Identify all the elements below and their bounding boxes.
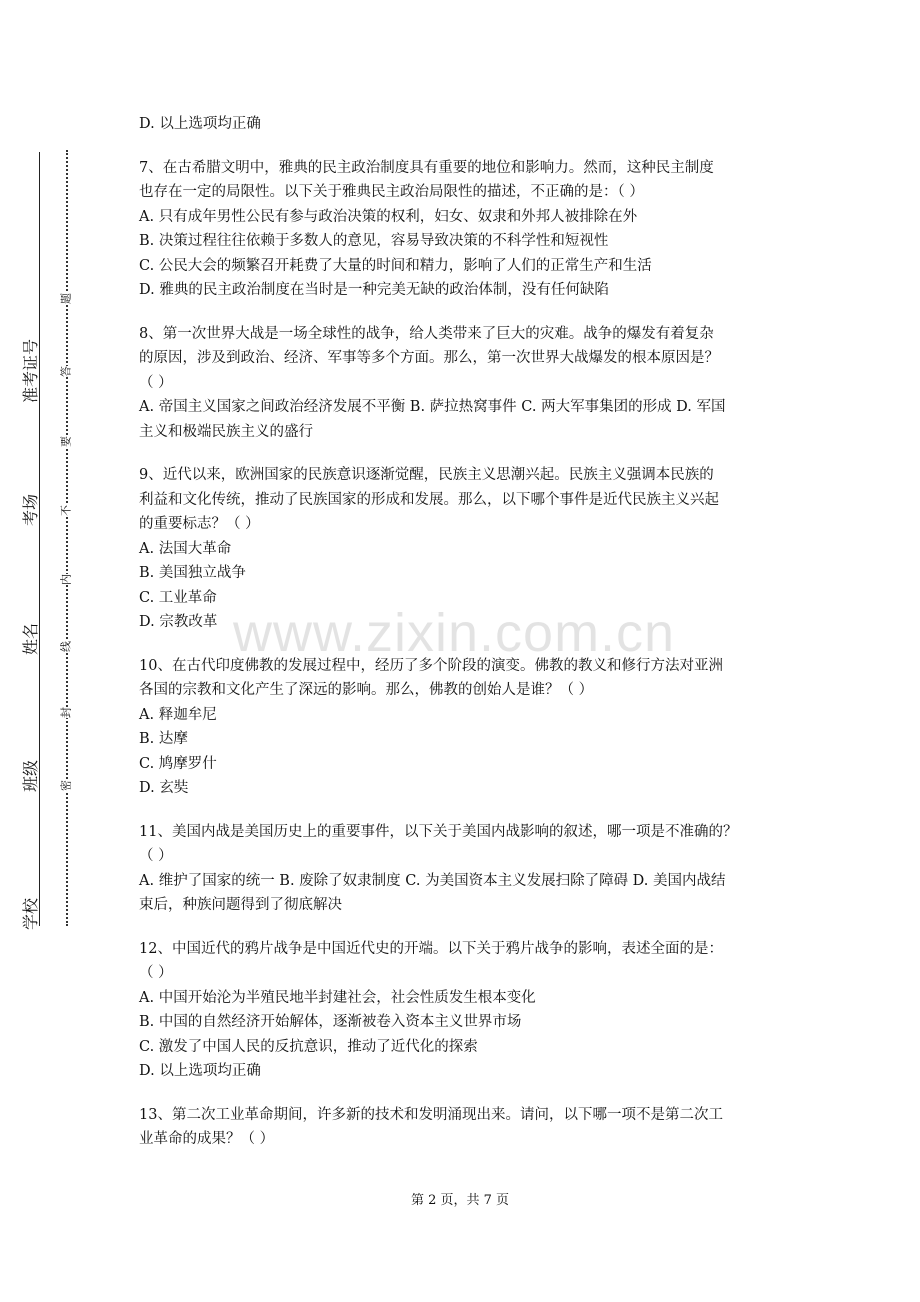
question-stem-line: 10、在古代印度佛教的发展过程中，经历了多个阶段的演变。佛教的教义和修行方法对亚洲	[139, 657, 723, 674]
question-13	[139, 1103, 784, 1152]
answer-blank: （ ）	[139, 848, 173, 864]
seal-char-feng: 封	[59, 707, 73, 718]
option-b: B. 中国的自然经济开始解体，逐渐被卷入资本主义世界市场	[139, 1014, 522, 1030]
option-a: A. 法国大革命	[139, 540, 232, 557]
option-d: D. 雅典的民主政治制度在当时是一种完美无缺的政治体制，没有任何缺陷	[139, 282, 609, 298]
question-7	[139, 156, 784, 303]
option-b: B. 决策过程往往依赖于多数人的意见，容易导致决策的不科学性和短视性	[139, 233, 609, 249]
binding-dotted-line	[66, 150, 68, 926]
carryover-option	[139, 112, 784, 137]
answer-blank: （ ）	[139, 965, 173, 981]
question-list	[139, 112, 784, 1171]
question-9	[139, 463, 784, 635]
question-stem-line: 8、第一次世界大战是一场全球性的战争，给人类带来了巨大的灾难。战争的爆发有着复杂	[139, 325, 714, 342]
question-stem-line: 的重要标志？（ ）	[139, 516, 260, 532]
field-label-ticket-number: 准考证号	[21, 338, 40, 404]
seal-char-xian: 线	[59, 641, 73, 652]
option-c: C. 公民大会的频繁召开耗费了大量的时间和精力，影响了人们的正常生产和生活	[139, 257, 652, 274]
page-number-footer: 第 2 页，共 7 页	[410, 1193, 510, 1208]
option-b: B. 达摩	[139, 731, 188, 747]
option-line: D. 以上选项均正确	[139, 116, 261, 132]
field-label-exam-room: 考场	[21, 493, 40, 527]
question-stem-line: 业革命的成果？（ ）	[139, 1131, 275, 1147]
seal-char-da: 答	[59, 366, 73, 377]
seal-char-yao: 要	[59, 436, 73, 447]
question-11	[139, 820, 784, 918]
option-a: A. 释迦牟尼	[139, 706, 217, 723]
option-b: B. 美国独立战争	[139, 565, 246, 581]
question-10	[139, 654, 784, 801]
field-label-class: 班级	[21, 759, 40, 793]
question-8	[139, 322, 784, 445]
question-stem-line: 7、在古希腊文明中，雅典的民主政治制度具有重要的地位和影响力。然而，这种民主制度	[139, 159, 714, 176]
question-stem-line: 的原因，涉及到政治、经济、军事等多个方面。那么，第一次世界大战爆发的根本原因是？	[139, 350, 719, 366]
seal-char-ti: 题	[59, 293, 73, 304]
inline-options-line: A. 帝国主义国家之间政治经济发展不平衡 B. 萨拉热窝事件 C. 两大军事集团的形成 D. 军国	[139, 399, 726, 415]
field-label-school: 学校	[21, 897, 40, 931]
seal-char-nei: 内	[59, 574, 73, 585]
binding-solid-line	[39, 152, 40, 926]
binding-margin	[0, 0, 100, 1302]
answer-blank: （ ）	[139, 374, 173, 391]
question-12	[139, 937, 784, 1084]
option-c: C. 工业革命	[139, 589, 217, 606]
watermark: www.zixin.com.cn	[233, 603, 676, 663]
option-c: C. 鸠摩罗什	[139, 755, 217, 772]
inline-options-line: 主义和极端民族主义的盛行	[139, 423, 313, 440]
option-d: D. 玄奘	[139, 780, 189, 796]
seal-char-mi: 密	[59, 780, 73, 791]
question-stem-line: 9、近代以来，欧洲国家的民族意识逐渐觉醒，民族主义思潮兴起。民族主义强调本民族的	[139, 467, 714, 483]
question-stem-line: 12、中国近代的鸦片战争是中国近代史的开端。以下关于鸦片战争的影响，表述全面的是：	[139, 940, 723, 957]
question-stem-line: 13、第二次工业革命期间，许多新的技术和发明涌现出来。请问，以下哪一项不是第二次工	[139, 1106, 723, 1123]
field-label-name: 姓名	[21, 622, 40, 656]
inline-options-line: A. 维护了国家的统一 B. 废除了奴隶制度 C. 为美国资本主义发展扫除了障碍 D. 美国内战结	[139, 872, 726, 889]
question-stem-line: 各国的宗教和文化产生了深远的影响。那么，佛教的创始人是谁？（ ）	[139, 682, 594, 698]
option-d: D. 以上选项均正确	[139, 1063, 261, 1079]
option-d: D. 宗教改革	[139, 614, 218, 630]
inline-options-line: 束后，种族问题得到了彻底解决	[139, 897, 342, 913]
question-stem-line: 11、美国内战是美国历史上的重要事件，以下关于美国内战影响的叙述，哪一项是不准确的？	[139, 823, 738, 840]
seal-char-bu: 不	[59, 505, 73, 516]
option-c: C. 激发了中国人民的反抗意识，推动了近代化的探索	[139, 1038, 478, 1055]
option-a: A. 中国开始沦为半殖民地半封建社会，社会性质发生根本变化	[139, 989, 536, 1006]
question-stem-line: 利益和文化传统，推动了民族国家的形成和发展。那么，以下哪个事件是近代民族主义兴起	[139, 491, 719, 508]
question-stem-line: 也存在一定的局限性。以下关于雅典民主政治局限性的描述，不正确的是：（ ）	[139, 184, 644, 200]
option-a: A. 只有成年男性公民有参与政治决策的权利，妇女、奴隶和外邦人被排除在外	[139, 208, 638, 225]
